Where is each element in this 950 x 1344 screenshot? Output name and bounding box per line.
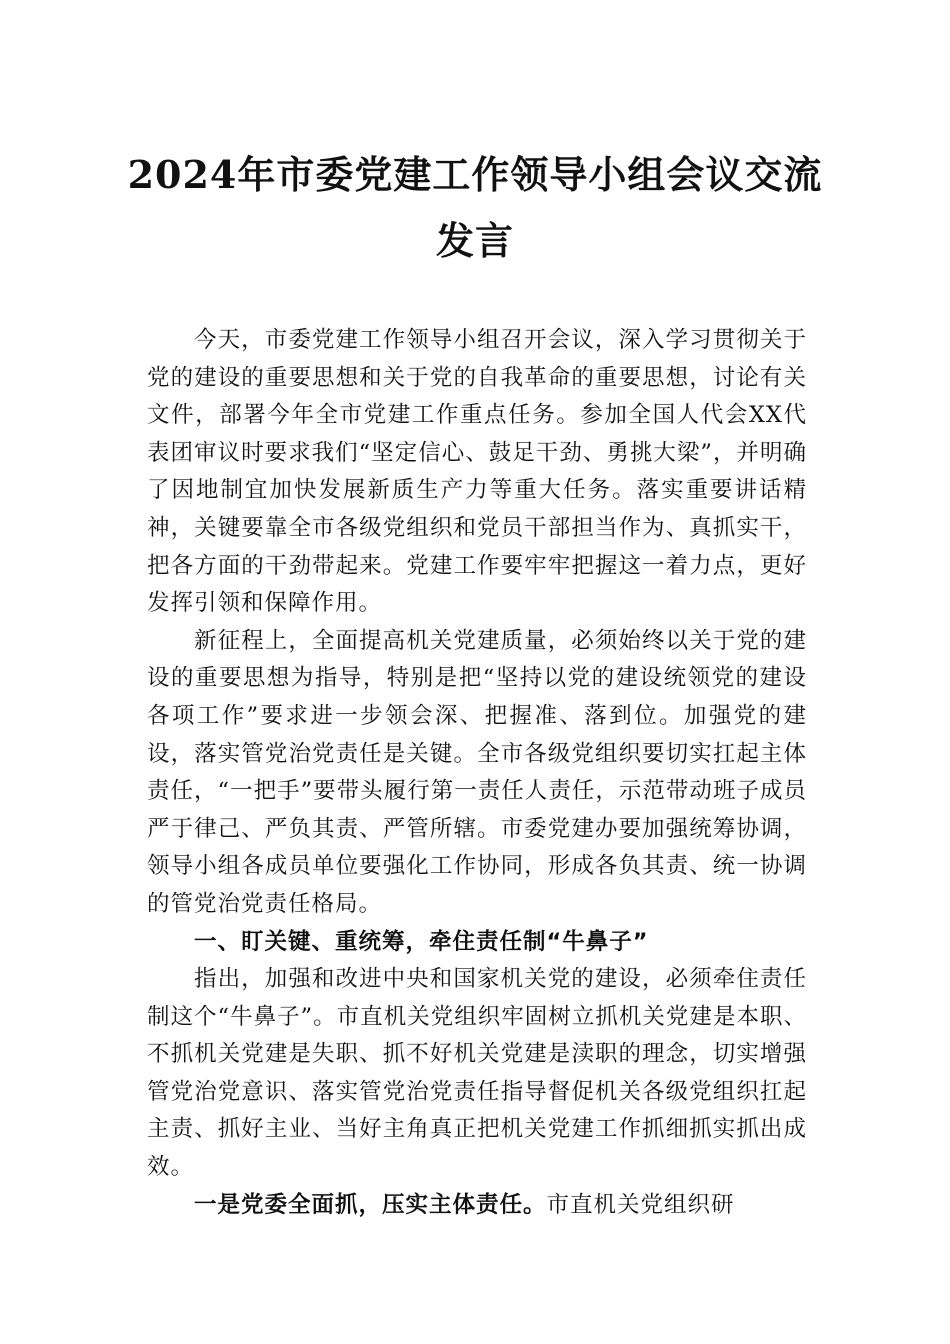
paragraph-responsibility: 指出，加强和改进中央和国家机关党的建设，必须牵住责任制这个“牛鼻子”。市直机关党组织牢固树立抓机关党建是本职、不抓机关党建是失职、抓不好机关党建是渎职的理念，切实增强管党治党意识、落实管党治党责任指导督促机关各级党组织扛起主责、抓好主业、当好主角真正把机关党建工作抓细抓实抓出成效。	[147, 966, 807, 1181]
paragraph-intro: 今天，市委党建工作领导小组召开会议，深入学习贯彻关于党的建设的重要思想和关于党的自我革命的重要思想，讨论有关文件，部署今年全市党建工作重点任务。参加全国人代会XX代表团审议时要求我们“坚定信心、鼓足干劲、勇挑大梁”，并明确了因地制宜加快发展新质生产力等重大任务。落实重要讲话精神，关键要靠全市各级党组织和党员干部担当作为、真抓实干，把各方面的干劲带起来。党建工作要牢牢把握这一着力点，更好发挥引领和保障作用。	[147, 327, 807, 617]
section-heading: 一、盯关键、重统筹，牵住责任制“牛鼻子”	[194, 928, 649, 955]
document-body	[147, 322, 807, 1224]
bold-lead-text: 一是党委全面抓，压实主体责任。	[194, 1191, 547, 1218]
document-title: 2024年市委党建工作领导小组会议交流发言	[127, 152, 823, 263]
paragraph-continuation: 市直机关党组织研	[546, 1191, 735, 1218]
paragraph-party-committee	[147, 1187, 807, 1225]
paragraph-new-journey: 新征程上，全面提高机关党建质量，必须始终以关于党的建设的重要思想为指导，特别是把“坚持以党的建设统领党的建设各项工作”要求进一步领会深、把握准、落到位。加强党的建设，落实管党治党责任是关键。全市各级党组织要切实扛起主体责任，“一把手”要带头履行第一责任人责任，示范带动班子成员严于律己、严负其责、严管所辖。市委党建办要加强统筹协调，领导小组各成员单位要强化工作协同，形成各负其责、统一协调的管党治党责任格局。	[147, 627, 807, 917]
